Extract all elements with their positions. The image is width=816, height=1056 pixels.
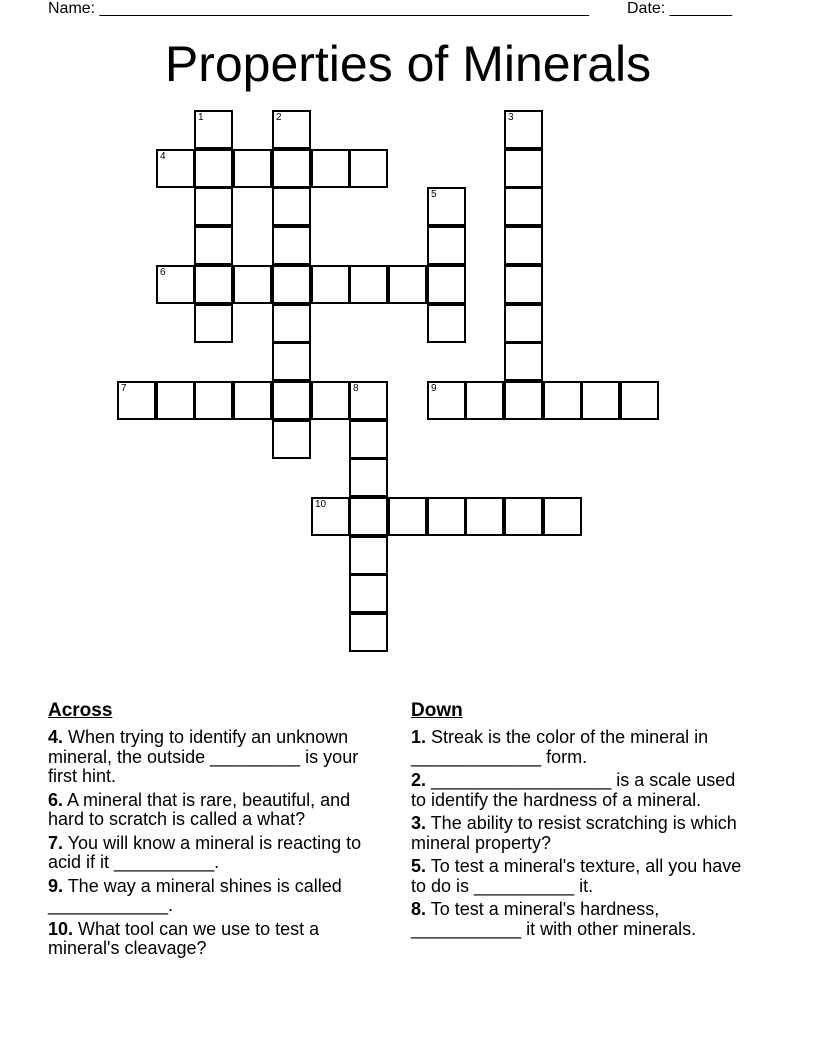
crossword-cell[interactable] xyxy=(156,381,195,420)
crossword-cell[interactable] xyxy=(233,381,272,420)
crossword-cell[interactable] xyxy=(272,304,311,343)
date-field-line[interactable]: Date: _______ xyxy=(627,0,732,17)
clue-text: To test a mineral's hardness, ___________ it with other minerals. xyxy=(411,899,697,939)
crossword-cell[interactable] xyxy=(427,187,466,226)
crossword-cell[interactable] xyxy=(117,381,156,420)
crossword-cell[interactable] xyxy=(272,149,311,188)
crossword-cell[interactable] xyxy=(194,149,233,188)
clue-number: 10. xyxy=(48,918,74,939)
cell-number: 5 xyxy=(431,189,437,200)
crossword-cell[interactable] xyxy=(272,420,311,459)
crossword-cell[interactable] xyxy=(156,265,195,304)
crossword-cell[interactable] xyxy=(349,458,388,497)
crossword-cell[interactable] xyxy=(156,149,195,188)
clue-number: 5. xyxy=(411,856,427,876)
crossword-cell[interactable] xyxy=(311,497,350,536)
crossword-cell[interactable] xyxy=(349,149,388,188)
name-field-line[interactable]: Name: _______________________________________________________ xyxy=(48,0,589,17)
crossword-cell[interactable] xyxy=(311,149,350,188)
crossword-cell[interactable] xyxy=(504,110,543,149)
crossword-cell[interactable] xyxy=(427,265,466,304)
crossword-cell[interactable] xyxy=(504,381,543,420)
cell-number: 7 xyxy=(121,383,127,394)
clue-text: To test a mineral's texture, all you have to do is __________ it. xyxy=(411,856,742,896)
clue-down-3 xyxy=(411,814,751,853)
cell-number: 6 xyxy=(160,267,166,278)
crossword-cell[interactable] xyxy=(427,304,466,343)
clue-number: 3. xyxy=(411,813,427,833)
crossword-cell[interactable] xyxy=(194,304,233,343)
crossword-cell[interactable] xyxy=(311,265,350,304)
crossword-cell[interactable] xyxy=(272,187,311,226)
clue-down-2 xyxy=(411,771,751,810)
clue-text: The ability to resist scratching is which mineral property? xyxy=(411,813,737,853)
crossword-cell[interactable] xyxy=(311,381,350,420)
clue-across-4 xyxy=(48,728,388,787)
crossword-cell[interactable] xyxy=(349,613,388,652)
crossword-cell[interactable] xyxy=(388,497,427,536)
clue-down-8 xyxy=(411,900,751,939)
cell-number: 1 xyxy=(198,112,204,123)
crossword-cell[interactable] xyxy=(349,536,388,575)
clue-number: 8. xyxy=(411,899,427,919)
crossword-cell[interactable] xyxy=(272,226,311,265)
crossword-cell[interactable] xyxy=(465,497,504,536)
cell-number: 8 xyxy=(353,383,359,394)
crossword-cell[interactable] xyxy=(272,265,311,304)
clue-text: When trying to identify an unknown mineral, the outside _________ is your first hint. xyxy=(48,727,359,786)
clue-text: The way a mineral shines is called ____________. xyxy=(48,875,342,915)
crossword-cell[interactable] xyxy=(504,265,543,304)
crossword-cell[interactable] xyxy=(349,574,388,613)
cell-number: 10 xyxy=(315,499,327,510)
crossword-cell[interactable] xyxy=(465,381,504,420)
clue-text: What tool can we use to test a mineral's cleavage? xyxy=(48,918,320,958)
crossword-cell[interactable] xyxy=(194,187,233,226)
crossword-cell[interactable] xyxy=(272,342,311,381)
crossword-cell[interactable] xyxy=(349,381,388,420)
crossword-cell[interactable] xyxy=(194,381,233,420)
crossword-cell[interactable] xyxy=(194,265,233,304)
crossword-cell[interactable] xyxy=(504,497,543,536)
crossword-cell[interactable] xyxy=(504,226,543,265)
clue-text: A mineral that is rare, beautiful, and hard to scratch is called a what? xyxy=(48,789,351,829)
crossword-cell[interactable] xyxy=(427,497,466,536)
crossword-cell[interactable] xyxy=(194,110,233,149)
cell-number: 3 xyxy=(508,112,514,123)
clue-number: 6. xyxy=(48,789,64,810)
across-clues xyxy=(48,700,388,963)
cell-number: 2 xyxy=(276,112,282,123)
crossword-cell[interactable] xyxy=(349,497,388,536)
crossword-cell[interactable] xyxy=(388,265,427,304)
cell-number: 9 xyxy=(431,383,437,394)
clue-down-1 xyxy=(411,728,751,767)
crossword-cell[interactable] xyxy=(233,149,272,188)
cell-number: 4 xyxy=(160,151,166,162)
clue-number: 9. xyxy=(48,875,64,896)
page-title: Properties of Minerals xyxy=(164,36,652,92)
crossword-cell[interactable] xyxy=(194,226,233,265)
down-heading: Down xyxy=(411,700,463,721)
crossword-cell[interactable] xyxy=(349,420,388,459)
crossword-cell[interactable] xyxy=(581,381,620,420)
crossword-cell[interactable] xyxy=(543,381,582,420)
crossword-cell[interactable] xyxy=(272,110,311,149)
clue-across-10 xyxy=(48,920,388,959)
clue-number: 1. xyxy=(411,727,427,747)
across-heading: Across xyxy=(48,700,113,721)
clue-number: 4. xyxy=(48,727,64,747)
crossword-cell[interactable] xyxy=(272,381,311,420)
crossword-cell[interactable] xyxy=(427,381,466,420)
clue-number: 2. xyxy=(411,770,427,790)
crossword-cell[interactable] xyxy=(504,149,543,188)
crossword-cell[interactable] xyxy=(504,187,543,226)
crossword-cell[interactable] xyxy=(620,381,659,420)
clue-text: __________________ is a scale used to identify the hardness of a mineral. xyxy=(411,770,736,810)
crossword-cell[interactable] xyxy=(504,342,543,381)
crossword-cell[interactable] xyxy=(504,304,543,343)
clue-text: You will know a mineral is reacting to acid if it __________. xyxy=(48,832,362,872)
clue-across-7 xyxy=(48,834,388,873)
clue-across-6 xyxy=(48,791,388,830)
crossword-cell[interactable] xyxy=(233,265,272,304)
clue-number: 7. xyxy=(48,832,64,853)
crossword-cell[interactable] xyxy=(427,226,466,265)
clue-across-9 xyxy=(48,877,388,916)
down-clues xyxy=(411,700,751,943)
clue-down-5 xyxy=(411,857,751,896)
crossword-cell[interactable] xyxy=(543,497,582,536)
clue-text: Streak is the color of the mineral in _____________ form. xyxy=(411,727,709,767)
crossword-cell[interactable] xyxy=(349,265,388,304)
